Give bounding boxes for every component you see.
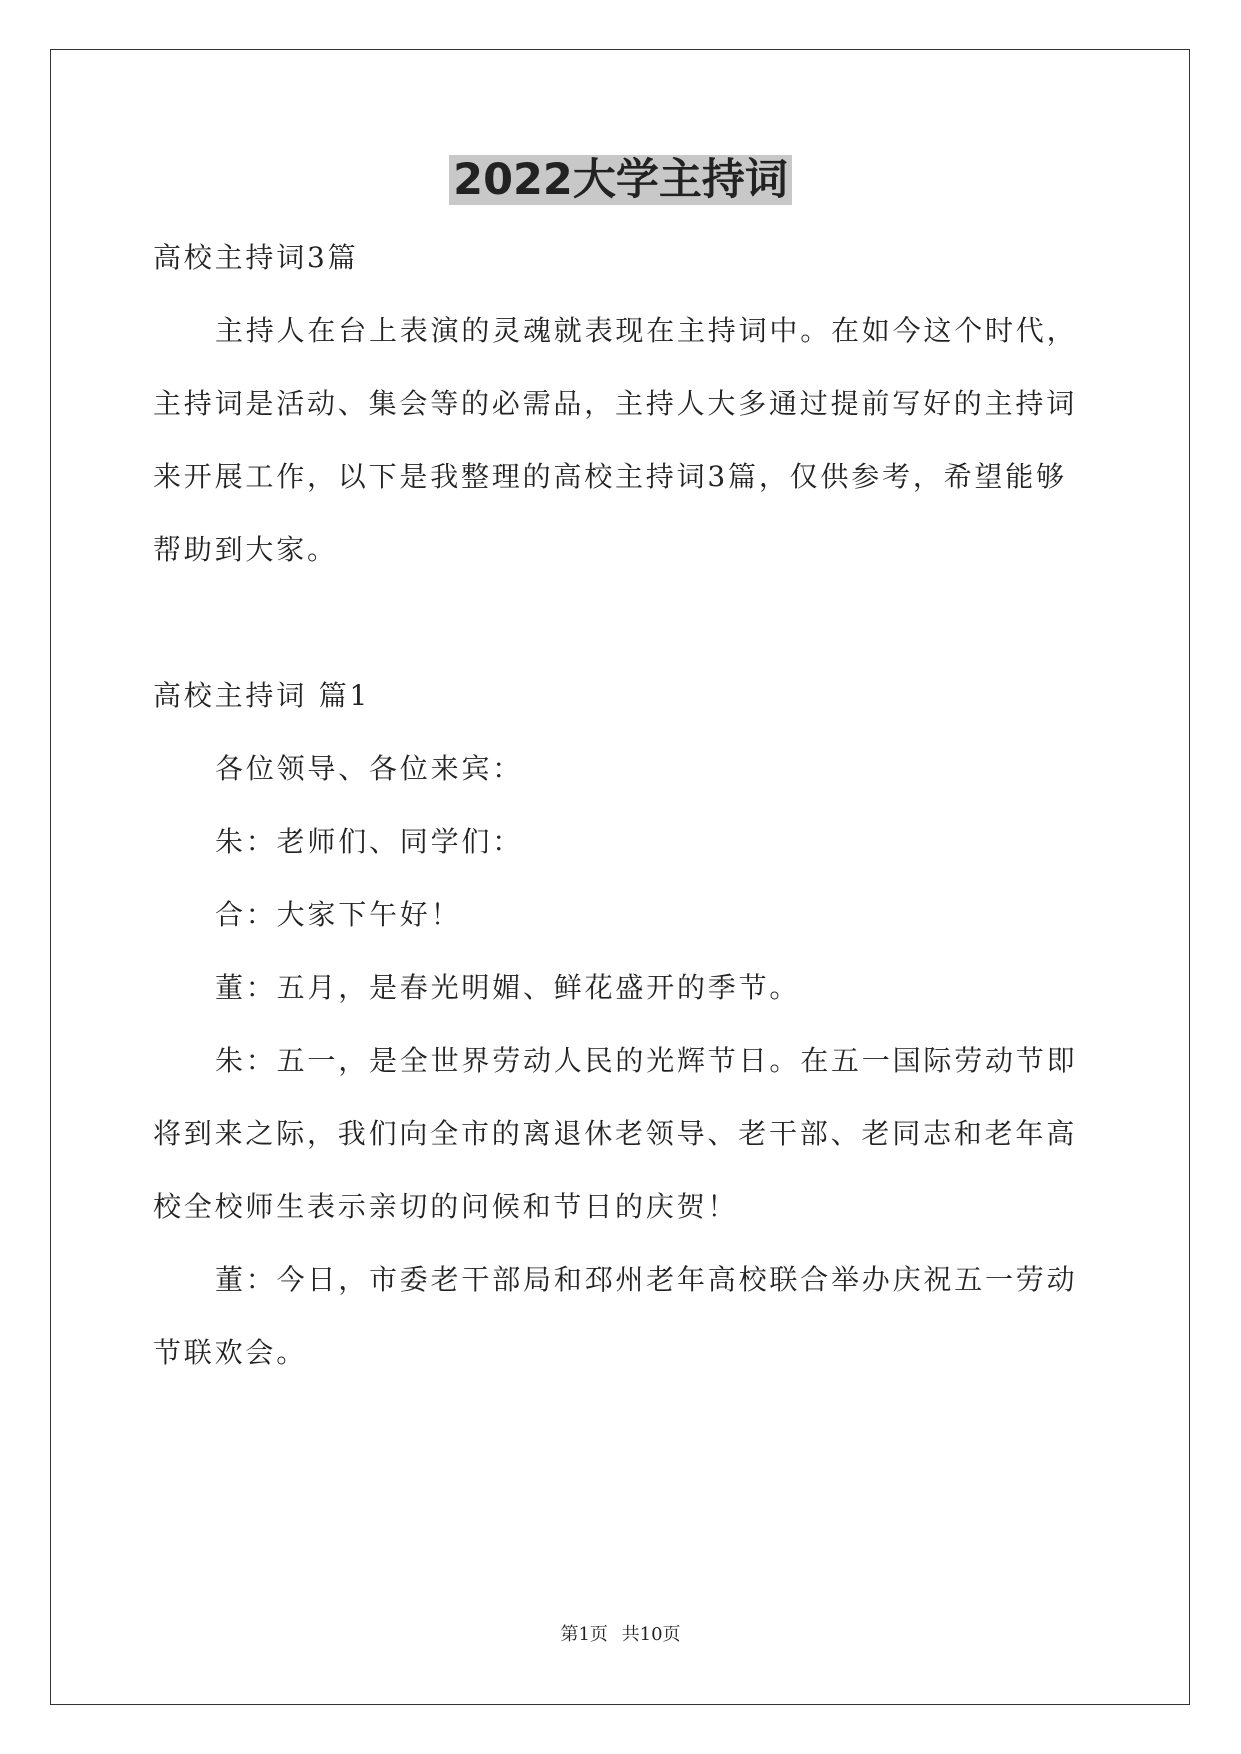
page-border bbox=[50, 49, 1190, 1705]
paragraph-line: 节联欢会。 bbox=[153, 1336, 308, 1369]
paragraph-line: 朱：老师们、同学们： bbox=[215, 825, 524, 858]
section-heading: 高校主持词 篇1 bbox=[153, 679, 371, 712]
page-total: 共10页 bbox=[621, 1624, 681, 1645]
paragraph-line: 来开展工作，以下是我整理的高校主持词3篇，仅供参考，希望能够 bbox=[153, 460, 1067, 493]
paragraph-line: 将到来之际，我们向全市的离退休老领导、老干部、老同志和老年高 bbox=[153, 1117, 1078, 1150]
page-footer bbox=[0, 1623, 1241, 1647]
paragraph-line: 帮助到大家。 bbox=[153, 533, 338, 566]
paragraph-line: 主持词是活动、集会等的必需品，主持人大多通过提前写好的主持词 bbox=[153, 387, 1078, 420]
paragraph-line: 董：五月，是春光明媚、鲜花盛开的季节。 bbox=[215, 971, 801, 1004]
paragraph-line: 朱：五一，是全世界劳动人民的光辉节日。在五一国际劳动节即 bbox=[215, 1044, 1078, 1077]
paragraph-line: 校全校师生表示亲切的问候和节日的庆贺！ bbox=[153, 1190, 739, 1223]
document-title: 2022大学主持词 bbox=[0, 150, 1241, 210]
paragraph-line: 各位领导、各位来宾： bbox=[215, 752, 524, 785]
paragraph-line: 合：大家下午好！ bbox=[215, 898, 462, 931]
paragraph-line: 主持人在台上表演的灵魂就表现在主持词中。在如今这个时代， bbox=[215, 314, 1078, 347]
section-heading: 高校主持词3篇 bbox=[153, 241, 359, 274]
paragraph-line: 董：今日，市委老干部局和邳州老年高校联合举办庆祝五一劳动 bbox=[215, 1263, 1078, 1296]
page-number: 第1页 bbox=[560, 1624, 608, 1645]
